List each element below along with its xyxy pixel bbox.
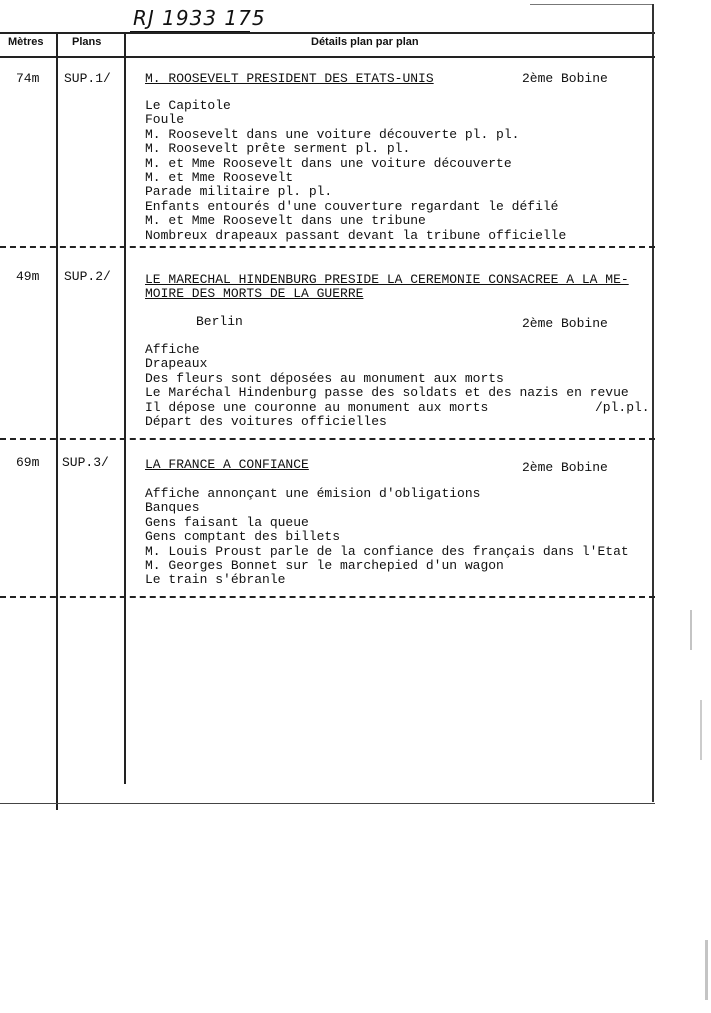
- header-details: Détails plan par plan: [311, 36, 419, 48]
- list-item: Parade militaire pl. pl.: [145, 184, 333, 200]
- section-2-bobine: 2ème Bobine: [522, 316, 608, 331]
- handwritten-reference: RJ 1933 175: [133, 6, 266, 30]
- section-2-location: Berlin: [196, 314, 243, 329]
- list-item: Le Capitole: [145, 98, 231, 113]
- list-item: M. Georges Bonnet sur le marchepied d'un wagon: [145, 558, 504, 574]
- section-divider-1: [0, 246, 655, 248]
- section-1-metres: 74m: [16, 71, 40, 86]
- list-item: M. et Mme Roosevelt dans une voiture découverte: [145, 155, 512, 171]
- list-item: M. et Mme Roosevelt dans une tribune: [145, 213, 426, 229]
- list-item: Banques: [145, 500, 200, 516]
- section-1-items: [145, 99, 566, 243]
- header-bottom-border: [0, 56, 655, 58]
- section-1-plan: SUP.1/: [64, 71, 111, 86]
- section-2-items: [145, 343, 629, 429]
- scan-noise: [690, 610, 692, 650]
- list-item: Il dépose une couronne au monument aux morts: [145, 399, 489, 415]
- column-divider-metres: [56, 32, 58, 810]
- list-item: M. Roosevelt dans une voiture découverte pl. pl.: [145, 126, 520, 142]
- list-item: Gens comptant des billets: [145, 529, 341, 545]
- list-item: Enfants entourés d'une couverture regardant le défilé: [145, 198, 559, 214]
- table-top-border: [0, 32, 655, 34]
- list-item: Affiche: [145, 342, 200, 357]
- list-item: Drapeaux: [145, 356, 208, 372]
- table-right-border: [652, 4, 654, 802]
- list-item: Départ des voitures officielles: [145, 414, 387, 430]
- section-divider-2: [0, 438, 655, 440]
- scan-noise: [705, 940, 708, 1000]
- section-2-title-line2: MOIRE DES MORTS DE LA GUERRE: [145, 286, 364, 301]
- list-item: M. et Mme Roosevelt: [145, 170, 294, 186]
- section-3-plan: SUP.3/: [62, 455, 109, 470]
- header-metres: Mètres: [8, 36, 44, 48]
- section-3-bobine: 2ème Bobine: [522, 460, 608, 475]
- column-divider-plans: [124, 32, 126, 784]
- scan-noise: [700, 700, 702, 760]
- section-divider-3: [0, 596, 655, 598]
- section-3-title: LA FRANCE A CONFIANCE: [145, 457, 309, 472]
- list-item: Le train s'ébranle: [145, 572, 286, 588]
- list-item: Des fleurs sont déposées au monument aux morts: [145, 370, 504, 386]
- section-2-metres: 49m: [16, 269, 40, 284]
- section-2-item-suffix: /pl.pl.: [595, 400, 650, 415]
- section-1-title: M. ROOSEVELT PRESIDENT DES ETATS-UNIS: [145, 71, 434, 86]
- list-item: Gens faisant la queue: [145, 514, 309, 530]
- list-item: M. Roosevelt prête serment pl. pl.: [145, 141, 411, 157]
- section-3-items: [145, 487, 629, 588]
- list-item: M. Louis Proust parle de la confiance des français dans l'Etat: [145, 543, 629, 559]
- frame-top-edge: [530, 4, 654, 5]
- section-2-plan: SUP.2/: [64, 269, 111, 284]
- section-3-metres: 69m: [16, 455, 40, 470]
- list-item: Le Maréchal Hindenburg passe des soldats et des nazis en revue: [145, 385, 629, 401]
- list-item: Affiche annonçant une émision d'obligations: [145, 486, 481, 501]
- list-item: Nombreux drapeaux passant devant la tribune officielle: [145, 227, 567, 243]
- section-1-bobine: 2ème Bobine: [522, 71, 608, 86]
- page-bottom-line: [0, 803, 655, 804]
- header-plans: Plans: [72, 36, 102, 48]
- list-item: Foule: [145, 112, 185, 128]
- section-2-title-line1: LE MARECHAL HINDENBURG PRESIDE LA CEREMONIE CONSACREE A LA ME-: [145, 272, 629, 287]
